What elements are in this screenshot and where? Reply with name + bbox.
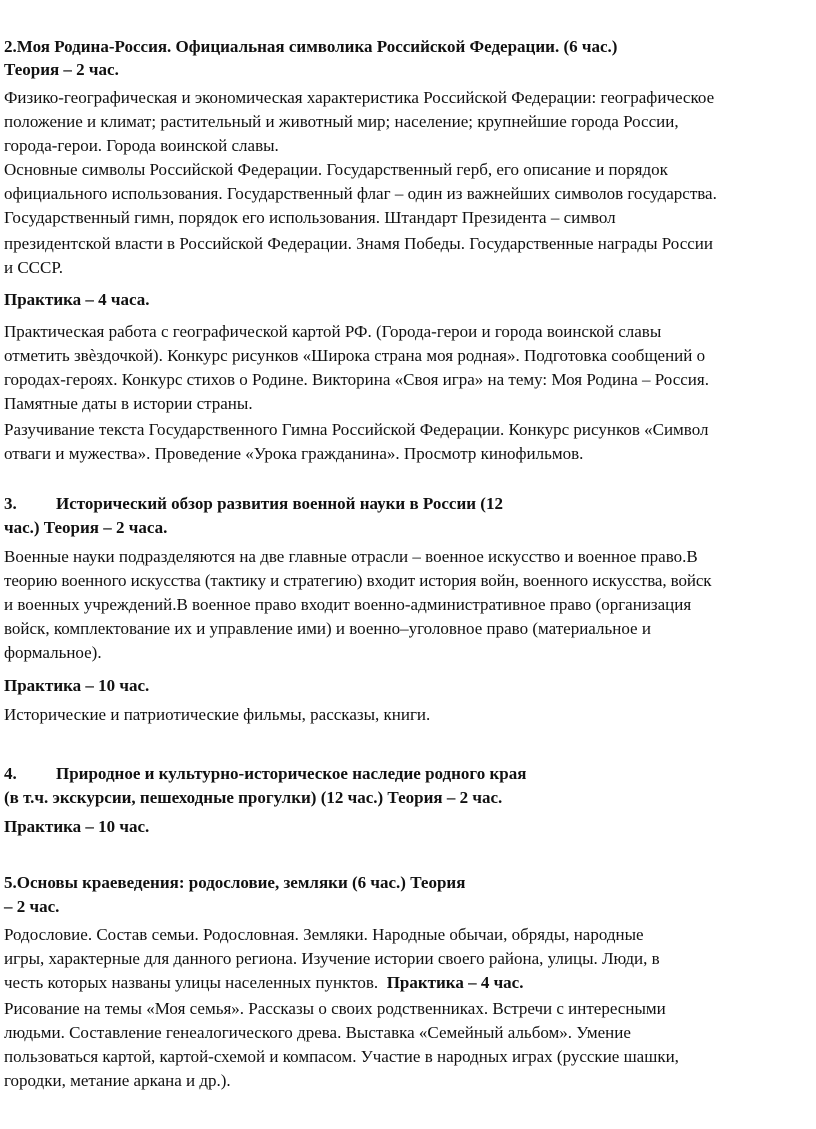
paragraph-line: Физико-географическая и экономическая характеристика Российской Федерации: географическое — [4, 88, 715, 107]
section-3-heading — [4, 494, 503, 514]
paragraph-line: городки, метание аркана и др.). — [4, 1071, 231, 1090]
paragraph-line: Рисование на темы «Моя семья». Рассказы о своих родственниках. Встречи с интересными — [4, 999, 666, 1018]
paragraph-line: городах-героях. Конкурс стихов о Родине. Викторина «Своя игра» на тему: Моя Родина – Россия. — [4, 370, 709, 389]
section-5-practice-heading: Практика – 4 час. — [386, 973, 524, 992]
section-3-title: Исторический обзор развития военной науки в России (12 — [56, 494, 503, 513]
section-2-practice-heading: Практика – 4 часа. — [4, 290, 150, 309]
section-2-theory-heading: Теория – 2 час. — [4, 60, 119, 79]
paragraph-line — [4, 973, 523, 993]
paragraph-line: отметить звѐздочкой). Конкурс рисунков «Широка страна моя родная». Подготовка сообщений о — [4, 346, 706, 365]
paragraph-line: официального использования. Государственный флаг – один из важнейших символов государства. — [4, 184, 717, 203]
paragraph-line: Памятные даты в истории страны. — [4, 394, 253, 413]
section-3-number: 3. — [4, 494, 17, 513]
paragraph-line: Исторические и патриотические фильмы, рассказы, книги. — [4, 705, 431, 724]
paragraph-line: войск, комплектование их и управление ими) и военно–уголовное право (материальное и — [4, 619, 651, 638]
paragraph-line: отваги и мужества». Проведение «Урока гражданина». Просмотр кинофильмов. — [4, 444, 584, 463]
paragraph-line: Практическая работа с географической картой РФ. (Города-герои и города воинской славы — [4, 322, 662, 341]
section-3-practice-heading: Практика – 10 час. — [4, 676, 150, 695]
paragraph-line: Разучивание текста Государственного Гимна Российской Федерации. Конкурс рисунков «Символ — [4, 420, 709, 439]
paragraph-line: Родословие. Состав семьи. Родословная. Земляки. Народные обычаи, обряды, народные — [4, 925, 644, 944]
paragraph-line: и СССР. — [4, 258, 63, 277]
paragraph-line: президентской власти в Российской Федерации. Знамя Победы. Государственные награды России — [4, 234, 713, 253]
paragraph-line: игры, характерные для данного региона. Изучение истории своего района, улицы. Люди, в — [4, 949, 660, 968]
paragraph-line: формальное). — [4, 643, 102, 662]
paragraph-line: Военные науки подразделяются на две главные отрасли – военное искусство и военное право.В — [4, 547, 698, 566]
section-4-number: 4. — [4, 764, 17, 783]
section-5-heading: 5.Основы краеведения: родословие, земляки (6 час.) Теория — [4, 873, 466, 892]
paragraph-line: положение и климат; растительный и животный мир; население; крупнейшие города России, — [4, 112, 679, 131]
paragraph-line: пользоваться картой, картой-схемой и компасом. Участие в народных играх (русские шашки, — [4, 1047, 679, 1066]
paragraph-line: Основные символы Российской Федерации. Государственный герб, его описание и порядок — [4, 160, 668, 179]
paragraph-line: и военных учреждений.В военное право входит военно-административное право (организация — [4, 595, 692, 614]
section-4-practice-heading: Практика – 10 час. — [4, 817, 150, 836]
section-5-theory-end: честь которых названы улицы населенных пунктов. — [4, 973, 379, 992]
section-4-heading — [4, 764, 526, 784]
paragraph-line: теорию военного искусства (тактику и стратегию) входит история войн, военного искусства, войск — [4, 571, 712, 590]
section-3-theory-heading: час.) Теория – 2 часа. — [4, 518, 168, 537]
section-4-theory-heading: (в т.ч. экскурсии, пешеходные прогулки) (12 час.) Теория – 2 час. — [4, 788, 503, 807]
paragraph-line: Государственный гимн, порядок его использования. Штандарт Президента – символ — [4, 208, 616, 227]
paragraph-line: людьми. Составление генеалогического древа. Выставка «Семейный альбом». Умение — [4, 1023, 631, 1042]
section-4-title: Природное и культурно-историческое наследие родного края — [56, 764, 527, 783]
section-5-theory-heading: – 2 час. — [4, 897, 60, 916]
section-2-heading: 2.Моя Родина-Россия. Официальная символика Российской Федерации. (6 час.) — [4, 37, 618, 56]
paragraph-line: города-герои. Города воинской славы. — [4, 136, 279, 155]
